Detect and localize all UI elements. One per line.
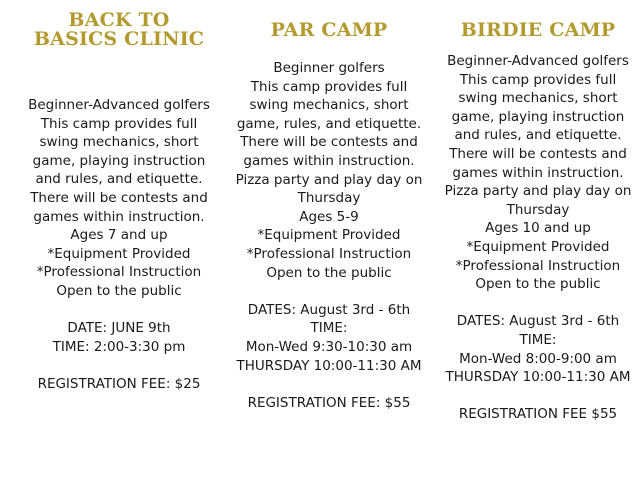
body-line: REGISTRATION FEE: $55 xyxy=(247,394,411,411)
body-line: DATE: JUNE 9th xyxy=(67,320,171,337)
body-line: Open to the public xyxy=(266,264,392,281)
body-line: REGISTRATION FEE $55 xyxy=(458,406,618,423)
body-line: Open to the public xyxy=(475,276,601,293)
blank-line xyxy=(14,356,224,375)
body-line: and rules, and etiquette. xyxy=(454,127,622,144)
title-line: BACK TO xyxy=(68,9,170,31)
body-line: Ages 5-9 xyxy=(299,208,359,225)
blank-line xyxy=(226,375,432,394)
body-line: game, rules, and etiquette. xyxy=(236,115,422,132)
body-line: Thursday xyxy=(297,190,361,207)
body-line: games within instruction. xyxy=(33,208,205,225)
body-line: REGISTRATION FEE: $25 xyxy=(37,375,201,392)
body-line: game, playing instruction xyxy=(32,152,206,169)
title-line: PAR CAMP xyxy=(270,19,388,41)
body-line: Open to the public xyxy=(56,282,182,299)
body-line: TIME: xyxy=(310,320,348,337)
body-line: Pizza party and play day on xyxy=(444,183,632,200)
body-line: DATES: August 3rd - 6th xyxy=(247,301,411,318)
column-body xyxy=(14,96,224,394)
body-line: Thursday xyxy=(506,201,570,218)
body-line: *Equipment Provided xyxy=(257,227,401,244)
blank-line xyxy=(14,301,224,320)
body-line: Ages 7 and up xyxy=(70,227,168,244)
body-line: Mon-Wed 9:30-10:30 am xyxy=(245,338,413,355)
body-line: *Equipment Provided xyxy=(47,245,191,262)
body-line: swing mechanics, short xyxy=(39,134,199,151)
column-title xyxy=(226,21,432,40)
body-line: games within instruction. xyxy=(243,152,415,169)
body-line: games within instruction. xyxy=(452,164,624,181)
body-line: *Equipment Provided xyxy=(466,238,610,255)
body-line: There will be contests and xyxy=(449,145,627,162)
body-line: Beginner-Advanced golfers xyxy=(447,53,629,69)
body-line: Beginner golfers xyxy=(273,60,385,76)
body-line: There will be contests and xyxy=(240,134,418,151)
body-line: *Professional Instruction xyxy=(246,245,412,262)
body-line: Beginner-Advanced golfers xyxy=(28,97,210,113)
body-line: *Professional Instruction xyxy=(36,264,202,281)
blank-line xyxy=(226,282,432,301)
column-body xyxy=(226,59,432,412)
body-line: This camp provides full xyxy=(40,115,198,132)
body-line: Ages 10 and up xyxy=(485,220,591,237)
body-line: Pizza party and play day on xyxy=(235,171,423,188)
column-body xyxy=(436,52,640,424)
body-line: Mon-Wed 8:00-9:00 am xyxy=(459,350,617,367)
body-line: *Professional Instruction xyxy=(455,257,621,274)
column-title xyxy=(436,21,640,40)
body-line: TIME: xyxy=(519,331,557,348)
body-line: There will be contests and xyxy=(30,189,208,206)
column-title xyxy=(14,11,224,49)
body-line: THURSDAY 10:00-11:30 AM xyxy=(445,369,631,386)
body-line: This camp provides full xyxy=(459,71,617,88)
body-line: game, playing instruction xyxy=(451,108,625,125)
title-line: BASICS CLINIC xyxy=(33,28,205,50)
body-line: swing mechanics, short xyxy=(249,97,409,114)
body-line: and rules, and etiquette. xyxy=(35,171,203,188)
title-line: BIRDIE CAMP xyxy=(460,19,616,41)
body-line: TIME: 2:00-3:30 pm xyxy=(52,338,186,355)
blank-line xyxy=(436,294,640,313)
body-line: THURSDAY 10:00-11:30 AM xyxy=(236,357,422,374)
body-line: DATES: August 3rd - 6th xyxy=(456,313,620,330)
body-line: swing mechanics, short xyxy=(458,90,618,107)
blank-line xyxy=(436,387,640,406)
body-line: This camp provides full xyxy=(250,78,408,95)
